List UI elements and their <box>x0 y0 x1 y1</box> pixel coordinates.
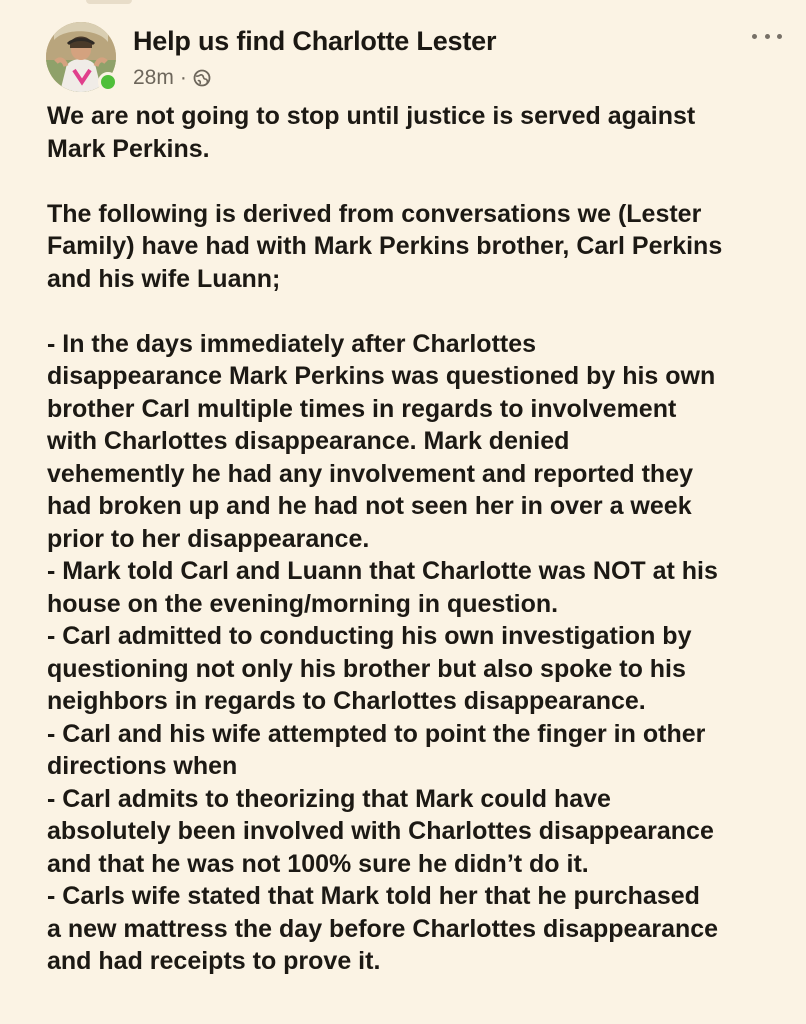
post-line: We are not going to stop until justice is served against <box>47 102 696 130</box>
post-line: - Carls wife stated that Mark told her that he purchased <box>47 882 700 910</box>
more-dot <box>777 34 782 39</box>
post-line: neighbors in regards to Charlottes disappearance. <box>47 687 646 715</box>
more-options-icon[interactable] <box>752 26 782 46</box>
post-meta <box>133 64 211 92</box>
post-line: and that he was not 100% sure he didn’t do it. <box>47 849 589 878</box>
post-line: with Charlottes disappearance. Mark denied <box>47 427 570 455</box>
post-line: and his wife Luann; <box>47 264 281 293</box>
online-status-dot <box>98 72 118 92</box>
post-line: had broken up and he had not seen her in over a week <box>47 492 692 520</box>
globe-icon[interactable] <box>193 69 211 87</box>
post-timestamp[interactable]: 28m <box>133 66 174 89</box>
post-line: brother Carl multiple times in regards to involvement <box>47 394 677 423</box>
more-dot <box>765 34 770 39</box>
post-line: Mark Perkins. <box>47 134 210 163</box>
post-line: - Mark told Carl and Luann that Charlotte was NOT at his <box>47 557 718 585</box>
post-line: Family) have had with Mark Perkins brother, Carl Perkins <box>47 232 723 260</box>
post-line: - Carl admits to theorizing that Mark could have <box>47 784 611 813</box>
paragraph-gap <box>47 295 787 328</box>
post-line: - In the days immediately after Charlottes <box>47 329 537 358</box>
post-line: prior to her disappearance. <box>47 524 370 553</box>
post-author-name[interactable]: Help us find Charlotte Lester <box>133 26 497 56</box>
paragraph-gap <box>47 165 787 198</box>
post-line: disappearance Mark Perkins was questioned by his own <box>47 362 716 390</box>
more-dot <box>752 34 757 39</box>
post-line: directions when <box>47 752 238 780</box>
avatar[interactable] <box>46 22 116 92</box>
meta-separator: · <box>179 66 187 89</box>
post-line: house on the evening/morning in question. <box>47 589 559 618</box>
post-line: absolutely been involved with Charlottes disappearance <box>47 817 714 845</box>
post-line: The following is derived from conversations we (Lester <box>47 199 702 228</box>
post-line: - Carl and his wife attempted to point the finger in other <box>47 719 706 748</box>
post-line: vehemently he had any involvement and reported they <box>47 459 694 488</box>
post-body <box>47 100 787 978</box>
post-line: and had receipts to prove it. <box>47 947 381 975</box>
post-line: a new mattress the day before Charlottes disappearance <box>47 914 719 943</box>
post-line: - Carl admitted to conducting his own investigation by <box>47 622 692 650</box>
post-line: questioning not only his brother but also spoke to his <box>47 654 686 683</box>
